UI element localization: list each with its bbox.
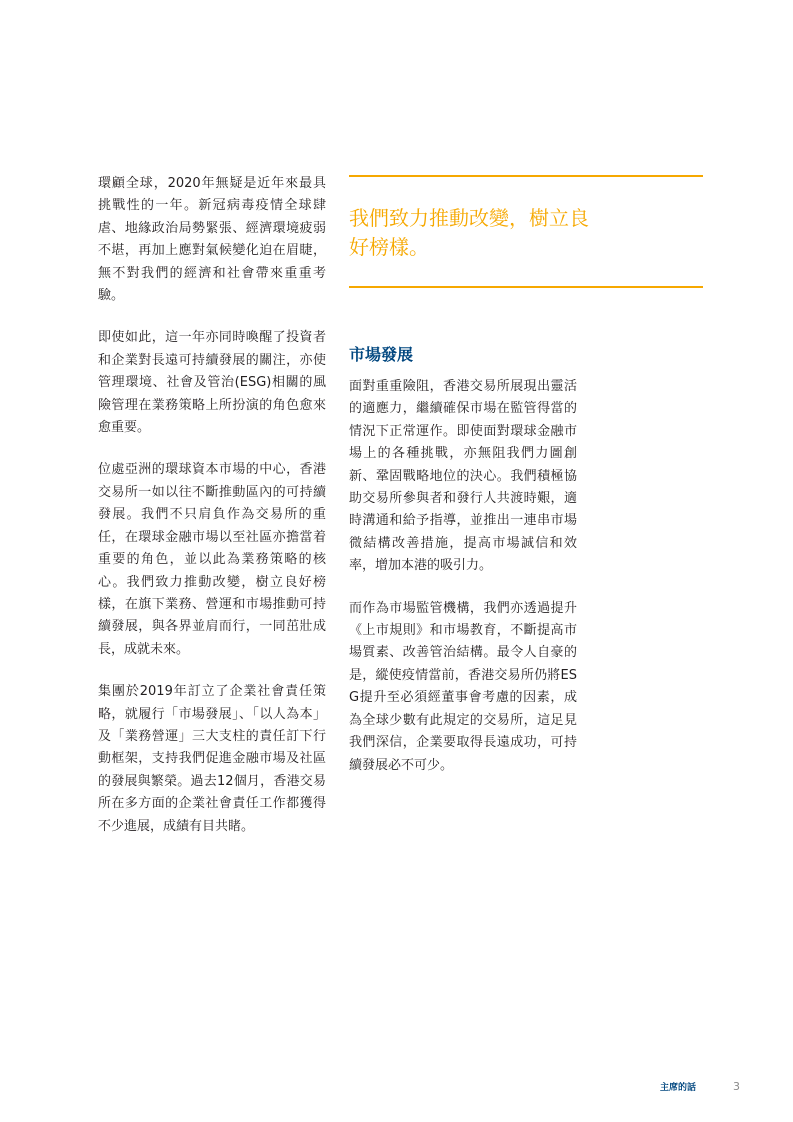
pull-quote: 我們致力推動改變，樹立良好榜樣。: [349, 206, 589, 259]
section-title: 市場發展: [349, 345, 414, 364]
right-column: [349, 175, 703, 797]
left-column: [98, 173, 326, 858]
body-paragraph: 即使如此，這一年亦同時喚醒了投資者和企業對長遠可持續發展的關注，亦使管理環境、社會及管治(ESG)相關的風險管理在業務策略上所扮演的角色愈來愈重要。: [98, 330, 326, 436]
footer-section-label: 主席的話: [660, 1083, 697, 1093]
section-body: [349, 376, 577, 777]
body-paragraph: 而作為市場監管機構，我們亦透過提升《上市規則》和市場教育，不斷提高市場質素、改善管治結構。最令人自豪的是，縱使疫情當前，香港交易所仍將ESG提升至必須經董事會考慮的因素，成為全球少數有此規定的交易所，這足見我們深信，企業要取得長遠成功，可持續發展必不可少。: [349, 600, 577, 773]
pull-quote-bottom-rule: [349, 286, 703, 288]
body-paragraph: 環顧全球，2020年無疑是近年來最具挑戰性的一年。新冠病毒疫情全球肆虐、地緣政治局勢緊張、經濟環境疲弱不堪，再加上應對氣候變化迫在眉睫，無不對我們的經濟和社會帶來重重考驗。: [98, 176, 326, 304]
body-paragraph: 面對重重險阻，香港交易所展現出靈活的適應力，繼續確保市場在監管得當的情況下正常運作。即使面對環球金融市場上的各種挑戰，亦無阻我們力圖創新、鞏固戰略地位的決心。我們積極協助交易所參與者和發行人共渡時艱，適時溝通和給予指導，並推出一連串市場微結構改善措施，提高市場誠信和效率，增加本港的吸引力。: [349, 379, 577, 574]
page-number: 3: [733, 1080, 740, 1093]
body-paragraph: 集團於2019年訂立了企業社會責任策略，就履行「市場發展」、「以人為本」及「業務營運」三大支柱的責任訂下行動框架，支持我們促進金融市場及社區的發展與繁榮。過去12個月，香港交易所在多方面的企業社會責任工作都獲得不少進展，成績有目共睹。: [98, 684, 326, 834]
body-paragraph: 位處亞洲的環球資本市場的中心，香港交易所一如以往不斷推動區內的可持續發展。我們不只肩負作為交易所的重任，在環球金融市場以至社區亦擔當着重要的角色，並以此為業務策略的核心。我們致力推動改變，樹立良好榜樣，在旗下業務、營運和市場推動可持續發展，與各界並肩而行，一同茁壯成長，成就未來。: [98, 462, 326, 657]
